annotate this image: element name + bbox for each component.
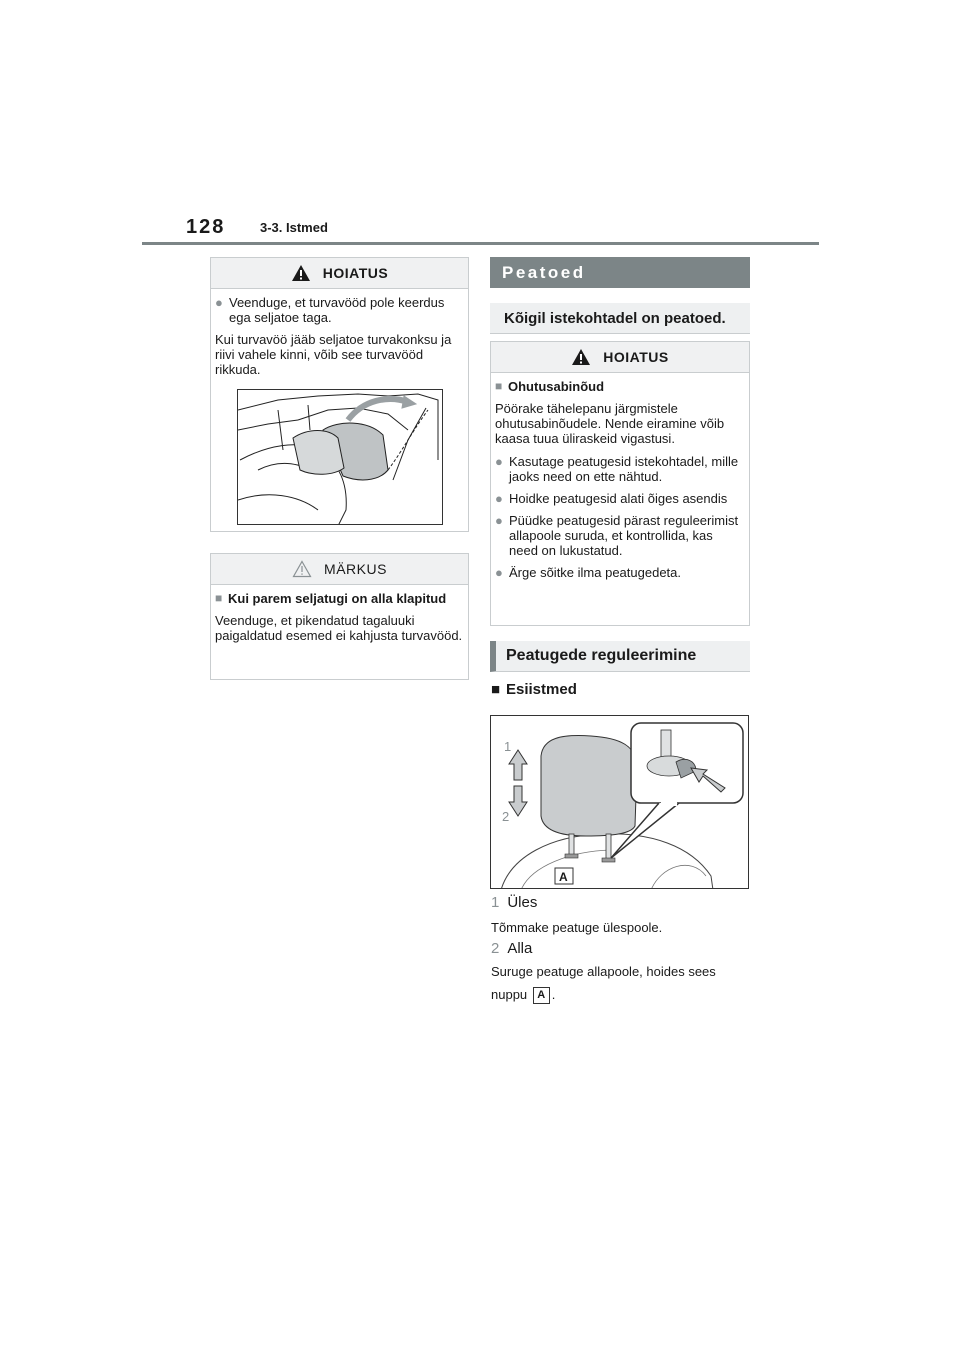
bullet-text: Püüdke peatugesid pärast reguleerimist allapoole suruda, et kontrollida, kas need on lukustatud.: [509, 513, 739, 558]
arrow-label-up: 1: [504, 739, 512, 754]
note-box-header: [211, 554, 468, 585]
step-1-description: Tõmmake peatuge ülespoole.: [491, 920, 663, 935]
warning-triangle-icon: [291, 264, 311, 282]
header-rule: [142, 242, 819, 245]
bullet-dot-icon: ●: [215, 295, 223, 310]
step-2-description-line2: [491, 987, 555, 1004]
square-bullet-icon: ■: [491, 681, 501, 698]
note-triangle-icon: [292, 560, 312, 578]
warning-bullet: [495, 454, 744, 484]
step-label: Üles: [507, 894, 538, 911]
note-subtitle-text: Kui parem seljatugi on alla klapitud: [228, 591, 447, 606]
warning-box-headrest: [490, 341, 750, 626]
step-2-description: Suruge peatuge allapoole, hoides sees: [491, 964, 716, 979]
step-number: 2: [491, 940, 500, 957]
bullet-dot-icon: ●: [495, 513, 503, 528]
section-band-headrests: Peatoed: [490, 257, 750, 288]
button-a-label: A: [533, 987, 550, 1004]
note-subtitle: [215, 591, 463, 606]
step-2-tail-end: .: [551, 987, 556, 1002]
headrest-adjust-figure: [490, 715, 749, 889]
note-title: MÄRKUS: [324, 561, 387, 577]
step-1: [491, 894, 537, 911]
warning-box-header: [491, 342, 749, 373]
step-2: [491, 940, 532, 957]
figure-label-a: A: [559, 870, 568, 884]
note-box: [210, 553, 469, 680]
bullet-text: Ärge sõitke ilma peatugedeta.: [509, 565, 681, 580]
warning-subtitle: [495, 379, 744, 394]
warning-bullet: [495, 491, 744, 506]
warning-subtitle-text: Ohutusabinõud: [508, 379, 605, 394]
warning-title: HOIATUS: [603, 349, 669, 365]
front-seats-heading: [491, 681, 577, 698]
page-number: 128: [186, 216, 226, 238]
seatbelt-illustration: [237, 389, 443, 525]
rear-seat-belt-image: [238, 390, 443, 525]
bullet-dot-icon: ●: [495, 565, 503, 580]
warning-box-seatbelt: [210, 257, 469, 532]
bullet-text: Kasutage peatugesid istekohtadel, mille jaoks need on ette nähtud.: [509, 454, 739, 484]
warning-bullet: [495, 565, 744, 580]
bullet-dot-icon: ●: [495, 491, 503, 506]
warning-intro: Pöörake tähelepanu järgmistele ohutusabinõudele. Nende eiramine võib kaasa tuua üliraskeid vigastusi.: [495, 401, 725, 446]
warning-bullet: [215, 295, 463, 325]
adjust-heading: Peatugede reguleerimine: [490, 641, 750, 672]
arrow-label-down: 2: [502, 809, 510, 824]
headrests-subheading: Kõigil istekohtadel on peatoed.: [490, 303, 750, 334]
note-paragraph: Veenduge, et pikendatud tagaluuki paigaldatud esemed ei kahjusta turvavööd.: [215, 613, 463, 643]
warning-bullet: [495, 513, 744, 558]
bullet-text: Veenduge, et turvavööd pole keerdus ega seljatoe taga.: [229, 295, 445, 325]
step-2-tail-text: nuppu: [491, 987, 528, 1002]
warning-box-header: [211, 258, 468, 289]
warning-triangle-icon: [571, 348, 591, 366]
bullet-text: Hoidke peatugesid alati õiges asendis: [509, 491, 728, 506]
step-label: Alla: [507, 940, 533, 957]
step-number: 1: [491, 894, 500, 911]
headrest-illustration: [491, 716, 749, 889]
bullet-dot-icon: ●: [495, 454, 503, 469]
section-title: 3-3. Istmed: [260, 220, 328, 235]
square-bullet-icon: ■: [215, 591, 223, 605]
square-bullet-icon: ■: [495, 379, 503, 393]
warning-paragraph: Kui turvavöö jääb seljatoe turvakonksu ja riivi vahele kinni, võib see turvavööd rikkuda.: [215, 332, 452, 377]
warning-title: HOIATUS: [322, 265, 389, 281]
front-seats-text: Esiistmed: [506, 681, 577, 698]
